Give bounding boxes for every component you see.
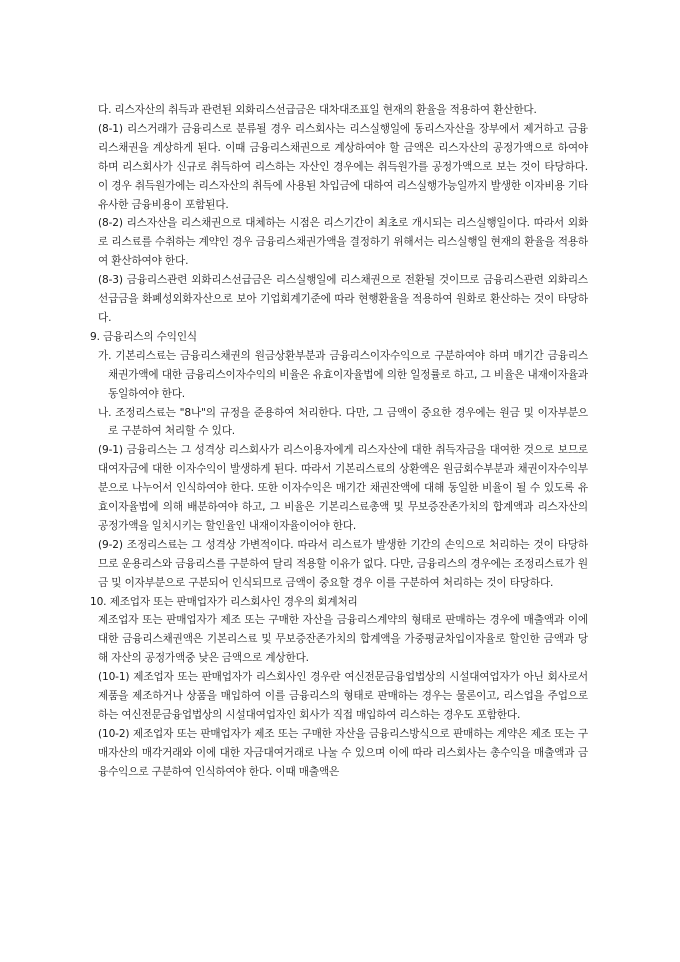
- clause-na-adjusted-lease: 나. 조정리스료는 "8나"의 규정을 준용하여 처리한다. 다만, 그 금액이 중요한 경우에는 원금 및 이자부분으로 구분하여 처리할 수 있다.: [98, 406, 588, 438]
- explanation-10-2: (10-2) 제조업자 또는 판매업자가 제조 또는 구매한 자산을 금융리스방식으로 판매하는 계약은 제조 또는 구매자산의 매각거래와 이에 대한 자금대여거래로 나눌 수 있으며 이에 따라 리스회사는 총수익을 매출액과 금융수익으로 구분하여 인식하여야 한다. 이때 매출액은: [98, 727, 588, 778]
- explanation-8-1: (8-1) 리스거래가 금융리스로 분류될 경우 리스회사는 리스실행일에 동리스자산을 장부에서 제거하고 금융리스채권을 계상하게 된다. 이때 금융리스채권으로 계상하여야 할 금액은 리스자산의 공정가액으로 하여야 하며 리스회사가 신규로 취득하여 리스하는 자산인 경우에는 취득원가를 공정가액으로 보는 것이 타당하다. 이 경우 취득원가에는 리스자산의 취득에 사용된 차입금에 대하여 리스실행가능일까지 발생한 이자비용 기타 유사한 금융비용이 포함된다.: [98, 122, 588, 211]
- section-10-body: 제조업자 또는 판매업자가 제조 또는 구매한 자산을 금융리스계약의 형태로 판매하는 경우에 매출액과 이에 대한 금융리스채권액은 기본리스료 및 무보증잔존가치의 합계액을 가중평균차입이자율로 할인한 금액과 당해 자산의 공정가액중 낮은 금액으로 계상한다.: [98, 614, 588, 665]
- document-body: [90, 101, 588, 782]
- explanation-10-1: (10-1) 제조업자 또는 판매업자가 리스회사인 경우란 여신전문금융업법상의 시설대여업자가 아닌 회사로서 제품을 제조하거나 상품을 매입하여 이를 금융리스의 형태로 판매하는 경우는 물론이고, 리스업을 주업으로 하는 여신전문금융업법상의 시설대여업자인 회사가 직접 매입하여 리스하는 경우도 포함한다.: [98, 671, 588, 721]
- clause-da-foreign-advance: 다. 리스자산의 취득과 관련된 외화리스선급금은 대차대조표일 현재의 환율을 적용하여 환산한다.: [98, 104, 537, 116]
- explanation-8-2: (8-2) 리스자산을 리스채권으로 대체하는 시점은 리스기간이 최초로 개시되는 리스실행일이다. 따라서 외화로 리스료를 수취하는 계약인 경우 금융리스채권가액을 결정하기 위해서는 리스실행일 현재의 환율을 적용하여 환산하여야 한다.: [98, 217, 588, 268]
- explanation-9-1: (9-1) 금융리스는 그 성격상 리스회사가 리스이용자에게 리스자산에 대한 취득자금을 대여한 것으로 보므로 대여자금에 대한 이자수익이 발생하게 된다. 따라서 기본리스료의 상환액은 원금회수부분과 채권이자수익부분으로 나누어서 인식하여야 한다. 또한 이자수익은 매기간 채권잔액에 대해 동일한 비율이 될 수 있도록 유효이자율법에 의해 배분하여야 하고, 그 비율은 기본리스료총액 및 무보증잔존가치의 합계액과 리스자산의 공정가액을 일치시키는 할인율인 내재이자율이어야 한다.: [98, 444, 588, 532]
- section-heading-9: 9. 금융리스의 수익인식: [90, 330, 197, 343]
- clause-ga-base-lease: 가. 기본리스료는 금융리스채권의 원금상환부분과 금융리스이자수익으로 구분하여야 하며 매기간 금융리스채권가액에 대한 금융리스이자수익의 비율은 유효이자율법에 의한 일정률로 하고, 그 비율은 내재이자율과 동일하여야 한다.: [98, 349, 588, 400]
- explanation-8-3: (8-3) 금융리스관련 외화리스선급금은 리스실행일에 리스채권으로 전환될 것이므로 금융리스관련 외화리스선급금을 화폐성외화자산으로 보아 기업회계기준에 따라 현행환율을 적용하여 원화로 환산하는 것이 타당하다.: [98, 274, 588, 324]
- section-heading-10: 10. 제조업자 또는 판매업자가 리스회사인 경우의 회계처리: [90, 595, 358, 608]
- explanation-9-2: (9-2) 조정리스료는 그 성격상 가변적이다. 따라서 리스료가 발생한 기간의 손익으로 처리하는 것이 타당하므로 운용리스와 금융리스를 구분하여 달리 적용할 이유가 없다. 다만, 금융리스의 경우에는 조정리스료가 원금 및 이자부분으로 구분되어 인식되므로 금액이 중요할 경우 이를 구분하여 처리하는 것이 타당하다.: [98, 538, 588, 589]
